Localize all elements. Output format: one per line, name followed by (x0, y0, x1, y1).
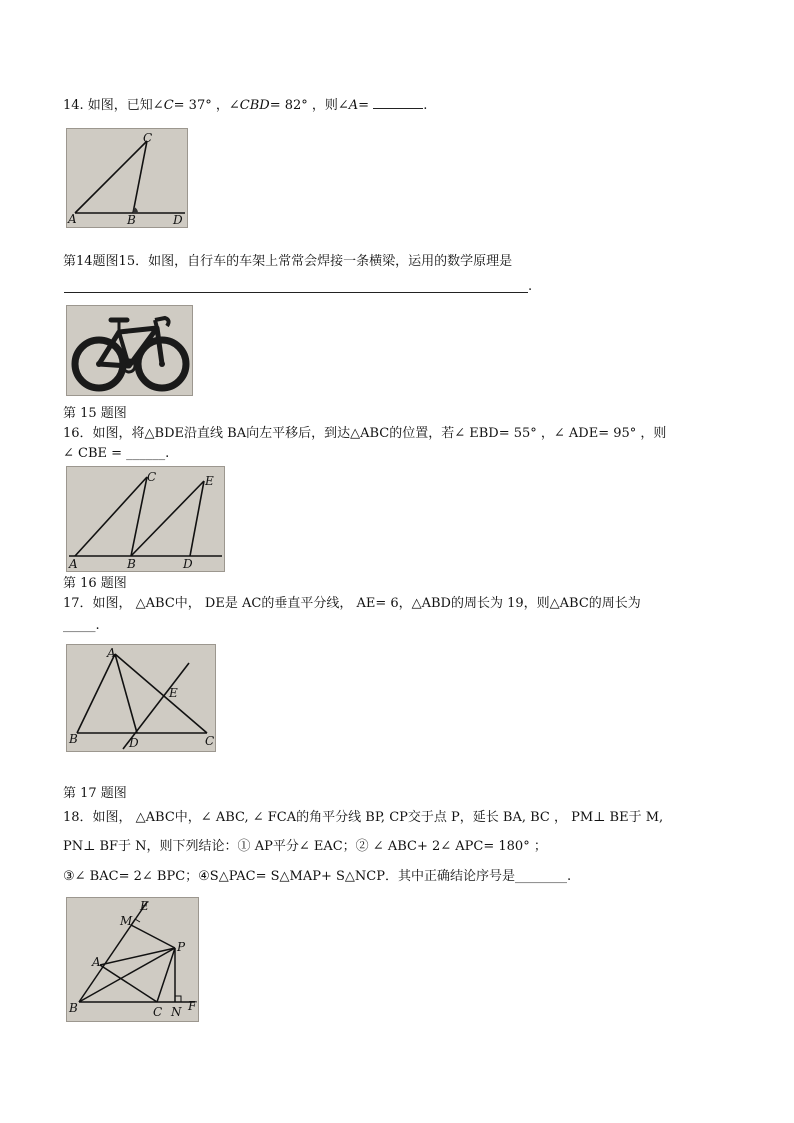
label-c: C (205, 734, 215, 748)
figure-15 (66, 305, 193, 396)
bicycle-image (67, 306, 192, 395)
label-d: D (183, 557, 193, 571)
figure-18 (66, 897, 199, 1022)
answer-line-15 (64, 292, 528, 293)
label-c: C (153, 1005, 163, 1019)
line-ac (75, 477, 147, 556)
figure-16-diagram (67, 467, 224, 571)
label-p: P (177, 940, 186, 954)
figure-14 (66, 128, 188, 228)
line-ac (115, 654, 207, 733)
caption-17: 第 17 题图 (63, 786, 127, 801)
figure-18-diagram (67, 898, 198, 1021)
answer-line-15-end: . (528, 279, 533, 294)
question-15: 第14题图15．如图，自行车的车架上常常会焊接一条横梁，运用的数学原理是 (63, 254, 513, 269)
line-ab (77, 654, 115, 733)
label-b: B (69, 1001, 78, 1015)
caption-16: 第 16 题图 (63, 576, 127, 591)
label-c: C (143, 131, 153, 145)
label-e: E (205, 474, 214, 488)
label-e: E (140, 899, 149, 913)
question-14: 14. 如图，已知∠C= 37° ，∠CBD= 82° ，则∠A= . (63, 98, 428, 113)
label-a: A (107, 646, 116, 660)
label-d: D (173, 213, 183, 227)
figure-14-diagram (67, 129, 187, 227)
question-18-line2: PN⊥ BF于 N，则下列结论：① AP平分∠ EAC；② ∠ ABC+ 2∠ APC= 180° ； (63, 839, 547, 854)
question-17-line1: 17．如图， △ABC中， DE是 AC的垂直平分线， AE= 6，△ABD的周长为 19，则△ABC的周长为 (63, 596, 641, 611)
line-ad (115, 654, 137, 733)
line-pm (131, 925, 175, 948)
label-a: A (69, 557, 78, 571)
question-16-line1: 16．如图，将△BDE沿直线 BA向左平移后，到达△ABC的位置，若∠ EBD= 55° ，∠ ADE= 95° ，则 (63, 426, 667, 441)
figure-16 (66, 466, 225, 572)
label-b: B (127, 557, 136, 571)
caption-15: 第 15 题图 (63, 406, 127, 421)
question-16-line2: ∠ CBE = ______. (63, 446, 170, 461)
line-ac (100, 965, 157, 1002)
label-n: N (171, 1005, 182, 1019)
question-17-line2: _____. (63, 618, 100, 633)
figure-17-diagram (67, 645, 215, 751)
label-a: A (68, 212, 77, 226)
answer-blank-14 (373, 96, 423, 109)
figure-17 (66, 644, 216, 752)
label-c: C (147, 470, 157, 484)
right-angle-n (175, 996, 181, 1002)
label-b: B (127, 213, 136, 227)
question-18-line3: ③∠ BAC= 2∠ BPC；④S△PAC= S△MAP+ S△NCP．其中正确结论序号是________. (63, 869, 572, 884)
question-18-line1: 18．如图， △ABC中，∠ ABC, ∠ FCA的角平分线 BP, CP交于点 P，延长 BA, BC ， PM⊥ BE于 M, (63, 810, 664, 825)
label-a: A (92, 955, 101, 969)
line-be (131, 481, 204, 556)
line-be (79, 902, 147, 1002)
line-ap (100, 948, 175, 965)
line-bc (131, 477, 147, 556)
label-f: F (188, 999, 197, 1013)
label-d: D (129, 736, 139, 750)
label-e: E (169, 686, 178, 700)
line-ac (75, 141, 147, 213)
label-m: M (120, 914, 133, 928)
label-b: B (69, 732, 78, 746)
